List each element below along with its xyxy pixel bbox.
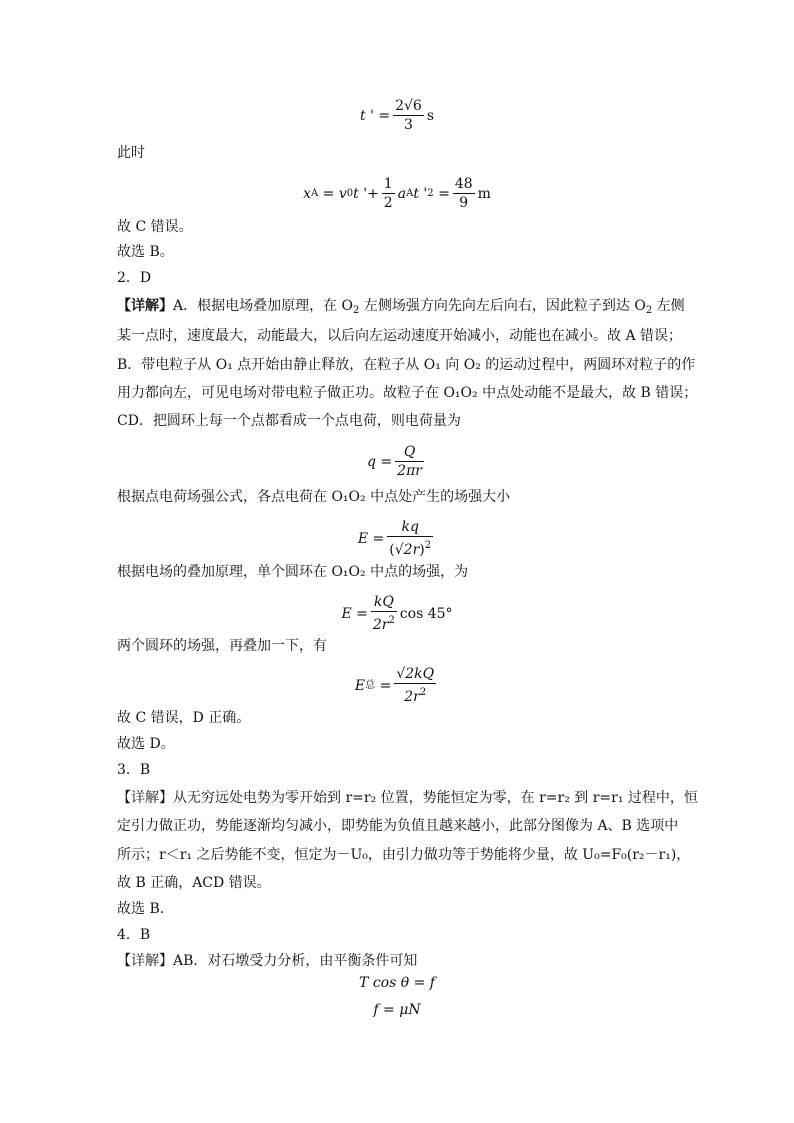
eq-xA-den: 9 bbox=[459, 195, 469, 211]
eq-t-lhs: t ' bbox=[359, 107, 374, 124]
eq-q-den: 2πr bbox=[397, 463, 422, 479]
equation-E2 bbox=[0, 593, 794, 634]
eq-xA-a-sub: A bbox=[406, 187, 414, 199]
eq-E1-num: kq bbox=[387, 518, 433, 537]
eq-E2-den-sup: 2 bbox=[388, 615, 395, 626]
eq-E2-den-base: 2r bbox=[372, 617, 389, 633]
q2-line-1-sub1: 2 bbox=[353, 305, 360, 316]
eq-t-num: 2√6 bbox=[395, 98, 422, 114]
text-c-wrong: 故 C 错误。 bbox=[117, 219, 193, 235]
equation-t-prime: t ' = $\frac{2√6}{3}$ s bbox=[359, 98, 435, 133]
equation-T: T cos θ = f bbox=[359, 975, 435, 991]
eq-xA-t2: t ' bbox=[413, 185, 428, 202]
equation-E1 bbox=[0, 518, 794, 559]
eq-E2-tail: cos 45° bbox=[399, 605, 453, 622]
eq-E3-den bbox=[394, 684, 436, 706]
eq-xA-sub: A bbox=[310, 187, 319, 199]
eq-E2-den bbox=[371, 612, 397, 634]
eq-xA-t2-sup: 2 bbox=[427, 187, 434, 199]
eq-E3-den-sup: 2 bbox=[419, 687, 427, 698]
q2-line-1-sub2: 2 bbox=[645, 305, 653, 316]
eq-E1-den-sup: 2 bbox=[424, 540, 432, 551]
q2-line-1-b: 左侧场强方向先向左后向右，因此粒子到达 O bbox=[359, 298, 646, 314]
q2-line-9: 故 C 错误，D 正确。 bbox=[117, 710, 251, 726]
q3-line-3: 所示；r＜r₁ 之后势能不变，恒定为－U₀，由引力做功等于势能将少量，故 U₀=F₀(r₂－r₁)， bbox=[117, 847, 691, 863]
eq-E3-fraction bbox=[394, 665, 436, 706]
q2-detail-tag: 【详解】 bbox=[117, 298, 173, 314]
eq-E2-num: kQ bbox=[371, 593, 397, 612]
q2-line-1 bbox=[117, 296, 685, 321]
eq-E1-lhs: E = bbox=[357, 530, 385, 547]
q2-line-1-c: 左侧 bbox=[652, 298, 685, 314]
equation-f: f = μN bbox=[373, 1002, 421, 1018]
eq-E3-eq: = bbox=[379, 677, 392, 694]
q3-line-5: 故选 B． bbox=[117, 901, 174, 917]
eq-E3-lhs: E bbox=[354, 677, 366, 694]
eq-xA-unit: m bbox=[477, 185, 491, 202]
eq-E3-sub: 总 bbox=[365, 679, 376, 691]
q2-line-5: CD．把圆环上每一个点都看成一个点电荷，则电荷量为 bbox=[117, 413, 461, 429]
eq-q-num: Q bbox=[395, 443, 424, 462]
eq-E3-den-base: 2r bbox=[404, 689, 420, 705]
eq-t-fraction bbox=[393, 97, 424, 134]
equation-E3 bbox=[0, 665, 794, 706]
q3-line-2: 定引力做正功，势能逐渐均匀减小，即势能为负值且越来越小，此部分图像为 A、B 选项中 bbox=[117, 818, 679, 834]
text-choose-b: 故选 B。 bbox=[117, 244, 174, 260]
eq-E3-num: √2kQ bbox=[396, 666, 435, 682]
equation-q bbox=[0, 443, 794, 480]
eq-E1-den: $(√2r)^2$ bbox=[389, 540, 432, 558]
eq-xA-x: x bbox=[303, 185, 311, 202]
q2-line-7: 根据电场的叠加原理，单个圆环在 O₁O₂ 中点的场强，为 bbox=[117, 564, 469, 580]
text-cishi: 此时 bbox=[117, 145, 145, 161]
q2-line-8: 两个圆环的场强，再叠加一下，有 bbox=[117, 638, 327, 654]
q2-line-10: 故选 D。 bbox=[117, 736, 175, 752]
eq-xA-half-den: 2 bbox=[383, 195, 393, 211]
q2-line-1-a: A．根据电场叠加原理，在 O bbox=[173, 298, 354, 314]
question-2-label: 2．D bbox=[117, 270, 152, 286]
eq-q-fraction bbox=[395, 443, 424, 480]
eq-E2-lhs: E = bbox=[341, 605, 368, 622]
eq-t-unit: s bbox=[426, 107, 435, 124]
q2-line-4: 用力都向左，可见电场对带电粒子做正功。故粒子在 O₁O₂ 中点处动能不是最大，故 B 错误； bbox=[117, 385, 698, 401]
eq-xA-v-sub: 0 bbox=[346, 187, 354, 199]
eq-xA-t: t '+ bbox=[353, 185, 379, 202]
equation-xA bbox=[0, 175, 794, 212]
eq-xA-half-num: 1 bbox=[383, 176, 393, 192]
eq-xA-fraction bbox=[453, 175, 475, 212]
question-3-label: 3．B bbox=[117, 762, 151, 778]
q4-line-1: 【详解】AB．对石墩受力分析，由平衡条件可知 bbox=[117, 953, 418, 969]
q2-line-2: 某一点时，速度最大，动能最大，以后向左运动速度开始减小，动能也在减小。故 A 错误； bbox=[117, 328, 683, 344]
eq-xA-a: a bbox=[397, 185, 407, 202]
q3-line-1: 【详解】从无穷远处电势为零开始到 r=r₂ 位置，势能恒定为零，在 r=r₂ 到 r=r₁ 过程中，恒 bbox=[117, 790, 698, 806]
q3-line-4: 故 B 正确，ACD 错误。 bbox=[117, 875, 271, 891]
eq-E1-fraction bbox=[387, 518, 433, 559]
q2-line-6: 根据点电荷场强公式，各点电荷在 O₁O₂ 中点处产生的场强大小 bbox=[117, 489, 511, 505]
question-4-label: 4．B bbox=[117, 927, 151, 943]
q2-line-3: B．带电粒子从 O₁ 点开始由静止释放，在粒子从 O₁ 向 O₂ 的运动过程中，两圆环对粒子的作 bbox=[117, 357, 696, 373]
eq-t-den: 3 bbox=[404, 117, 413, 133]
eq-E2-fraction bbox=[371, 593, 397, 634]
eq-xA-num: 48 bbox=[454, 176, 473, 192]
eq-q-lhs: q = bbox=[367, 453, 393, 470]
eq-xA-eq: = bbox=[438, 185, 450, 202]
eq-xA-half bbox=[382, 175, 395, 212]
eq-xA-v: = v bbox=[322, 185, 347, 202]
